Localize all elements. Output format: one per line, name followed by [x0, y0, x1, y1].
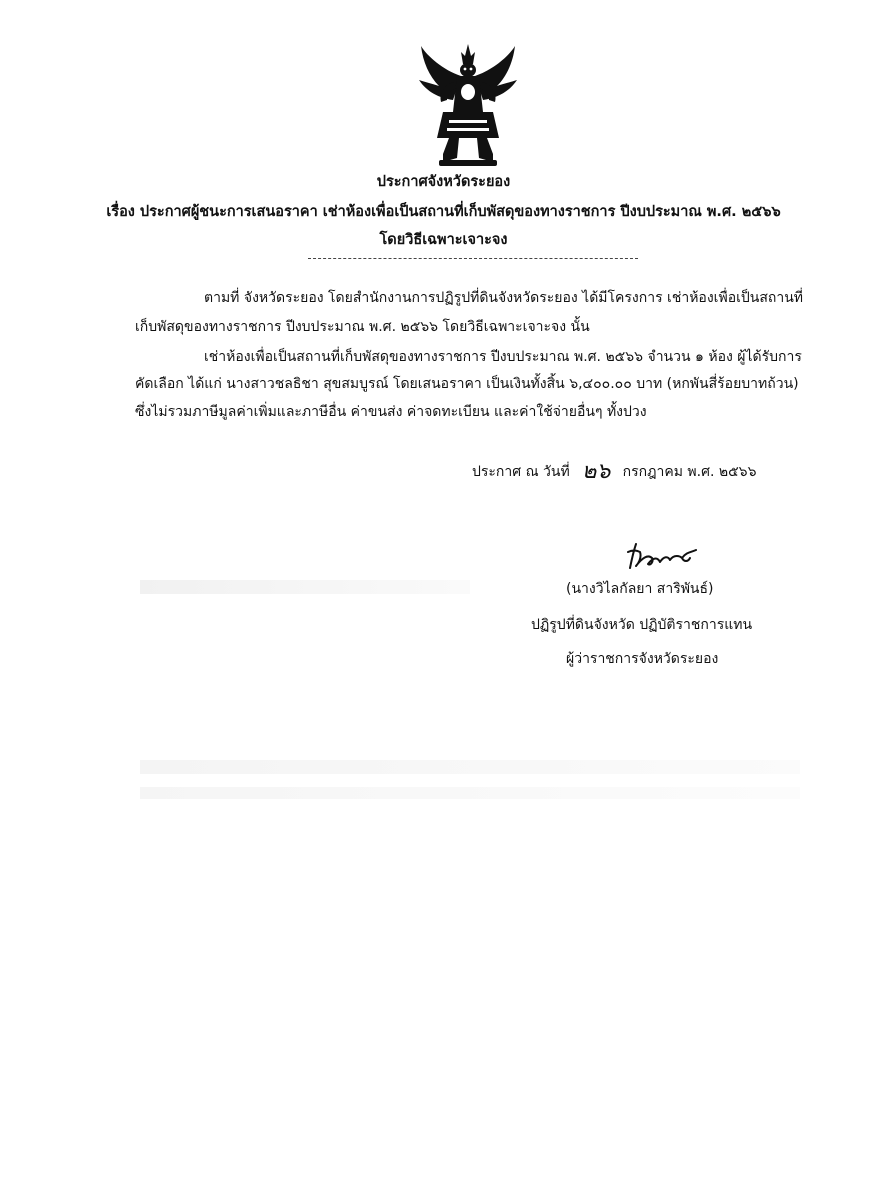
scan-bleed-mark: [140, 787, 800, 799]
date-month-year: กรกฎาคม พ.ศ. ๒๕๖๖: [622, 464, 757, 480]
handwritten-signature-icon: [624, 538, 700, 570]
signer-name: (นางวิไลกัลยา สาริพันธ์): [566, 581, 714, 597]
date-day-handwritten: ๒๖: [581, 459, 611, 484]
body-line: คัดเลือก ได้แก่ นางสาวชลธิชา สุขสมบูรณ์ โดยเสนอราคา เป็นเงินทั้งสิ้น ๖,๔๐๐.๐๐ บาท (หกพันสี่ร้อยบาทถ้วน): [135, 376, 799, 392]
date-prefix: ประกาศ ณ วันที่: [472, 464, 570, 480]
scan-bleed-mark: [140, 760, 800, 774]
body-line: ซึ่งไม่รวมภาษีมูลค่าเพิ่มและภาษีอื่น ค่าขนส่ง ค่าจดทะเบียน และค่าใช้จ่ายอื่นๆ ทั้งปวง: [135, 404, 647, 420]
scan-bleed-mark: [140, 580, 470, 594]
body-line: ตามที่ จังหวัดระยอง โดยสำนักงานการปฏิรูปที่ดินจังหวัดระยอง ได้มีโครงการ เช่าห้องเพื่อเป็นสถานที่: [204, 290, 804, 306]
divider-line: [308, 258, 638, 259]
body-line: เช่าห้องเพื่อเป็นสถานที่เก็บพัสดุของทางราชการ ปีงบประมาณ พ.ศ. ๒๕๖๖ จำนวน ๑ ห้อง ผู้ได้รับการ: [204, 349, 802, 365]
signer-title: ผู้ว่าราชการจังหวัดระยอง: [566, 651, 719, 667]
body-line: เก็บพัสดุของทางราชการ ปีงบประมาณ พ.ศ. ๒๕๖๖ โดยวิธีเฉพาะเจาะจง นั้น: [135, 319, 590, 335]
signer-position: ปฏิรูปที่ดินจังหวัด ปฏิบัติราชการแทน: [531, 617, 753, 633]
procurement-method: โดยวิธีเฉพาะเจาะจง: [379, 232, 508, 248]
document-title: ประกาศจังหวัดระยอง: [376, 174, 511, 190]
document-subject: เรื่อง ประกาศผู้ชนะการเสนอราคา เช่าห้องเพื่อเป็นสถานที่เก็บพัสดุของทางราชการ ปีงบประมาณ พ.ศ. ๒๕๖๖: [106, 204, 781, 220]
garuda-emblem-icon: [413, 42, 523, 170]
announcement-date: [472, 461, 756, 483]
